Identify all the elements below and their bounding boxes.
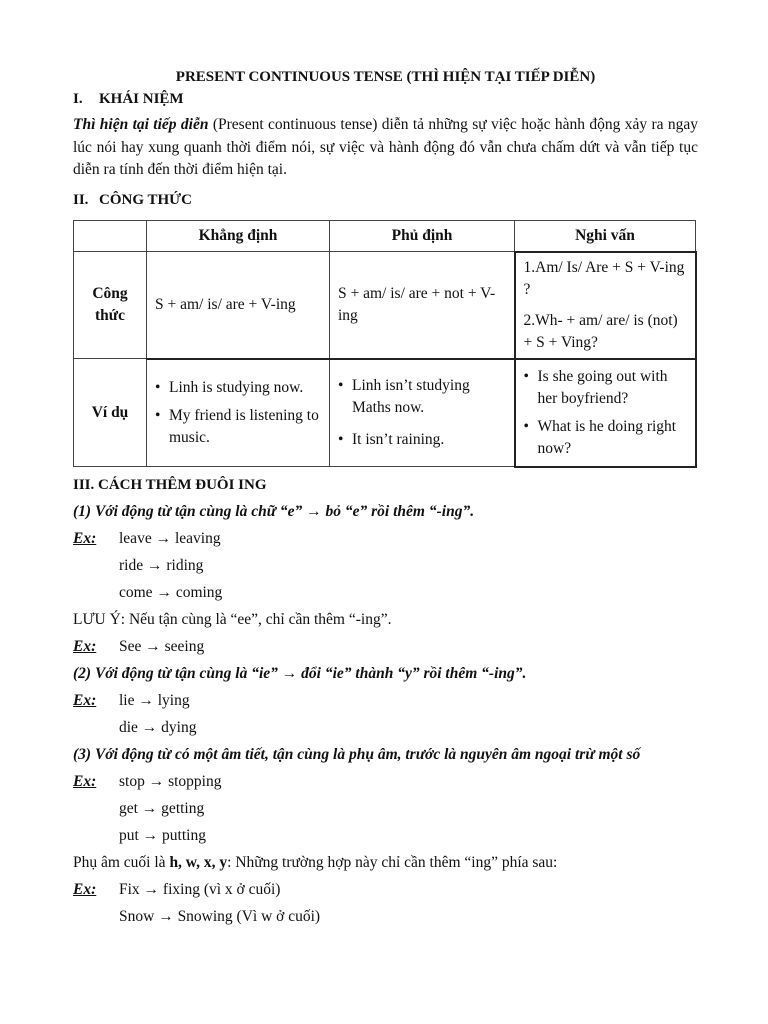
negative-example-1: Linh isn’t studying Maths now.: [352, 376, 470, 416]
section-1-paragraph: [73, 114, 698, 182]
section-2-title: CÔNG THỨC: [99, 191, 192, 208]
rule-2: (2) Với động từ tận cùng là “ie” → đổi “ie” thành “y” rồi thêm “-ing”.: [73, 664, 527, 682]
section-1-title: KHÁI NIỆM: [99, 91, 184, 107]
rule-1-example-2: ride → riding: [119, 556, 204, 574]
table-header-row: [74, 220, 696, 252]
formula-affirmative: S + am/ is/ are + V-ing: [147, 252, 330, 359]
table-row-formula: [74, 252, 696, 359]
rule-3-example-3: put → putting: [119, 826, 206, 844]
ex-label: Ex:: [73, 529, 97, 547]
section-1-number: I.: [73, 91, 83, 107]
table-row-example: [74, 359, 696, 467]
example-negative: [330, 359, 515, 467]
note-example-row: [73, 636, 698, 658]
formula-table: [73, 220, 697, 468]
section-2-heading: [73, 189, 698, 211]
section-3-heading: III. CÁCH THÊM ĐUÔI ING: [73, 476, 267, 493]
rule-2-example-2: die → dying: [119, 718, 197, 736]
row-label-formula: [74, 252, 147, 359]
ex-label: Ex:: [73, 691, 97, 709]
affirmative-example-1: Linh is studying now.: [169, 378, 304, 396]
note-example-1: See → seeing: [119, 637, 205, 655]
bullet-icon: •: [523, 417, 529, 435]
note-paragraph: [73, 609, 698, 631]
row-label-formula-line2: thức: [95, 307, 125, 324]
affirmative-example-2: My friend is listening to music.: [169, 406, 319, 446]
negative-example-list: [338, 375, 506, 451]
section-2-number: II.: [73, 191, 89, 208]
note-label: LƯU Ý: [73, 610, 121, 628]
term-label: Thì hiện tại tiếp diễn: [73, 116, 209, 133]
question-example-1: Is she going out with her boyfriend?: [537, 367, 668, 407]
question-example-list: [524, 366, 687, 460]
rule-2-example-row: [73, 690, 698, 712]
question-example-2: What is he doing right now?: [537, 417, 677, 457]
bullet-icon: •: [155, 406, 161, 424]
rule-1-example-3: come → coming: [119, 583, 223, 601]
rule-3-example-1: stop → stopping: [119, 772, 222, 790]
final-example-2: Snow → Snowing (Vì w ở cuối): [119, 907, 321, 925]
list-item: [338, 429, 506, 451]
affirmative-example-list: [155, 377, 321, 449]
list-item: [338, 375, 506, 419]
final-example-row: [73, 879, 698, 901]
header-empty: [74, 220, 147, 252]
final-example-1: Fix → fixing (vì x ở cuối): [119, 880, 281, 898]
list-item: [524, 366, 687, 410]
formula-question: [515, 252, 696, 359]
bullet-icon: •: [155, 378, 161, 396]
bullet-icon: •: [338, 376, 344, 394]
document-page: [73, 66, 698, 928]
rule-1-example-row: [73, 528, 698, 550]
list-item: [155, 405, 321, 449]
list-item: [155, 377, 321, 399]
rule-3: (3) Với động từ có một âm tiết, tận cùng là phụ âm, trước là nguyên âm ngoại trừ một số: [73, 745, 641, 763]
row-label-example: Ví dụ: [74, 359, 147, 467]
bullet-icon: •: [338, 430, 344, 448]
rule-1: (1) Với động từ tận cùng là chữ “e” → bỏ “e” rồi thêm “-ing”.: [73, 502, 475, 520]
formula-question-1: 1.Am/ Is/ Are + S + V-ing ?: [523, 258, 685, 298]
final-note-letters: h, w, x, y: [169, 853, 228, 871]
note-text: : Nếu tận cùng là “ee”, chỉ cần thêm “-ing”.: [120, 610, 392, 628]
example-affirmative: [147, 359, 330, 467]
ex-label: Ex:: [73, 637, 97, 655]
final-note: [73, 852, 698, 874]
page-title: PRESENT CONTINUOUS TENSE (THÌ HIỆN TẠI TIẾP DIỄN): [175, 69, 596, 85]
definition-text: (Present continuous tense) diễn tả những sự việc hoặc hành động xảy ra ngay lúc nói hay xung quanh thời điểm nói, sự việc và hành động đó vẫn chưa chấm dứt và vẫn tiếp tục diễn ra tính đến thời điểm hiện tại.: [73, 116, 698, 178]
rule-2-example-1: lie → lying: [119, 691, 190, 709]
ex-label: Ex:: [73, 772, 97, 790]
bullet-icon: •: [523, 367, 529, 385]
formula-question-2: 2.Wh- + am/ are/ is (not) + S + Ving?: [523, 311, 678, 351]
rule-1-example-1: leave → leaving: [119, 529, 221, 547]
rule-3-example-row: [73, 771, 698, 793]
header-negative: Phủ định: [330, 220, 515, 252]
negative-example-2: It isn’t raining.: [352, 430, 445, 448]
final-note-prefix: Phụ âm cuối là: [73, 853, 170, 871]
row-label-formula-line1: Công: [92, 285, 128, 302]
section-1-heading: [73, 88, 698, 110]
final-note-suffix: : Những trường hợp này chỉ cần thêm “ing” phía sau:: [227, 853, 558, 871]
header-question: Nghi vấn: [515, 220, 696, 252]
ex-label: Ex:: [73, 880, 97, 898]
rule-3-example-2: get → getting: [119, 799, 205, 817]
example-question: [515, 359, 696, 467]
list-item: [524, 416, 687, 460]
formula-negative: S + am/ is/ are + not + V-ing: [330, 252, 515, 359]
header-affirmative: Khẳng định: [147, 220, 330, 252]
